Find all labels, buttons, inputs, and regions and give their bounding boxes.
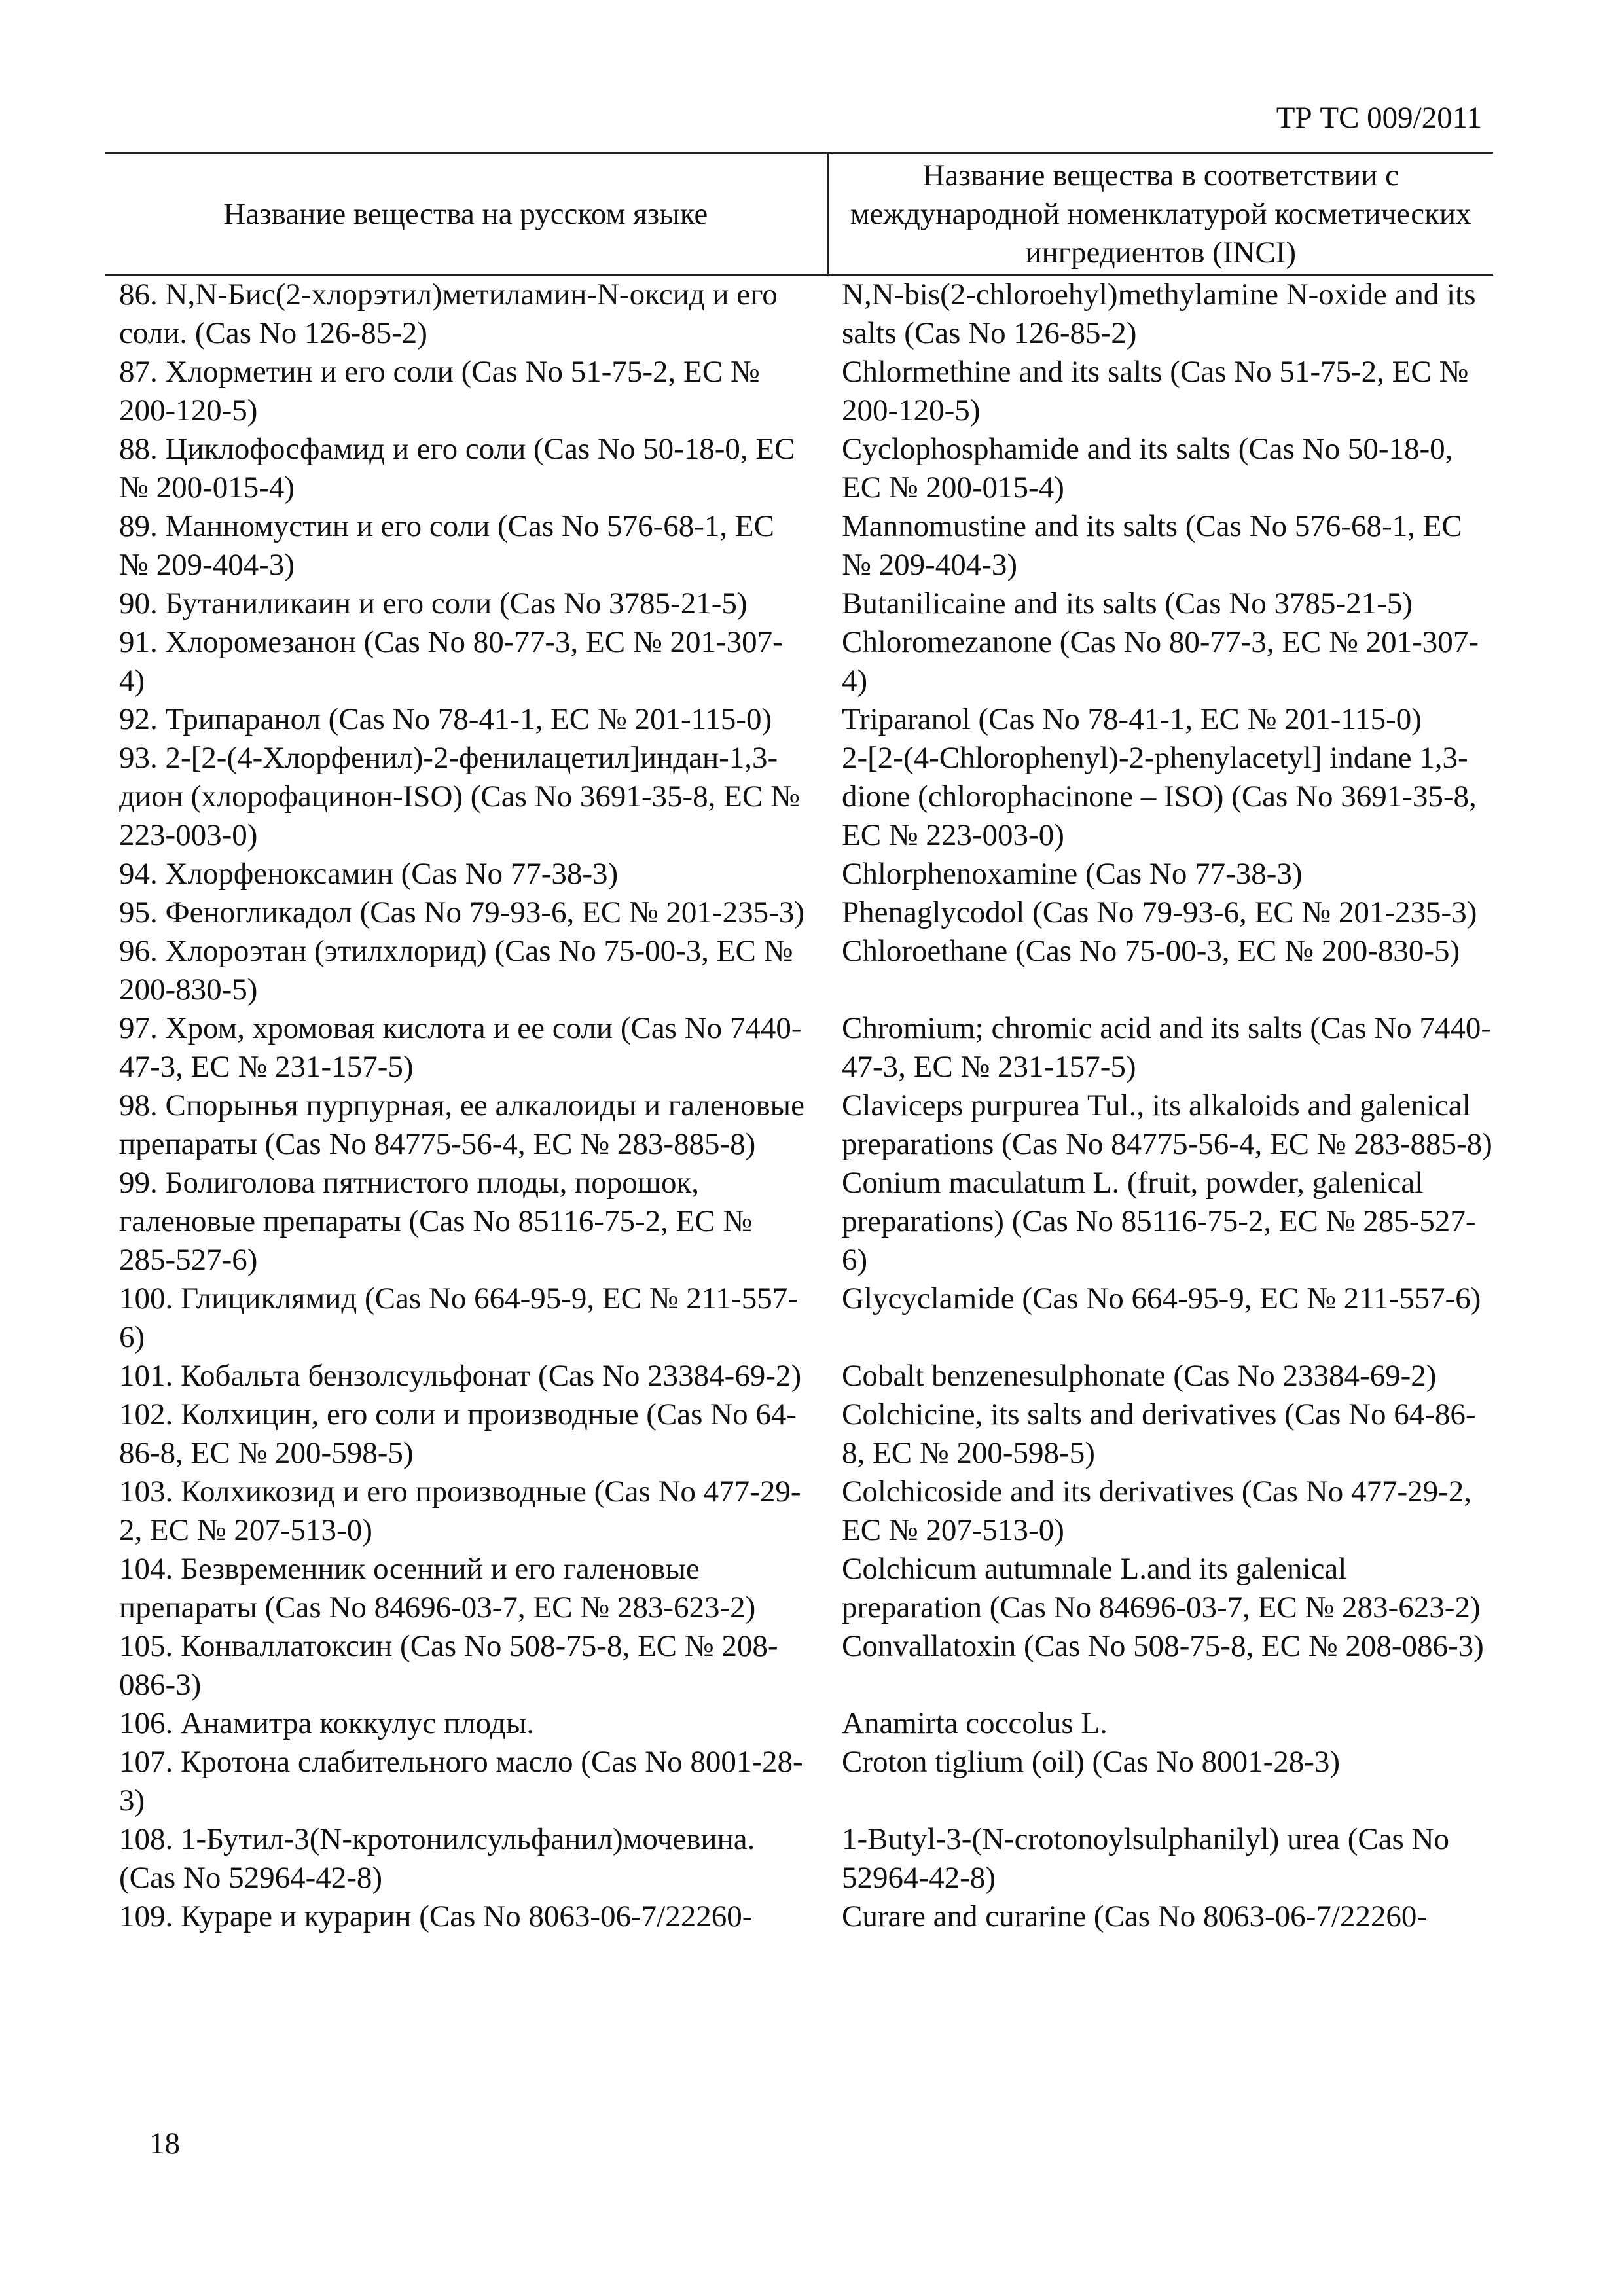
substance-name-inci: Mannomustine and its salts (Cas No 576-68-1, EC № 209-404-3) [842,509,1462,582]
substance-name-inci: Butanilicaine and its salts (Cas No 3785-21-5) [842,586,1413,620]
substance-name-russian: 95. Феногликадол (Cas No 79-93-6, EC № 201-235-3) [119,895,804,929]
substance-name-russian: 101. Кобальта бензолсульфонат (Cas No 23384-69-2) [119,1359,802,1393]
table-row [105,1395,1493,1473]
substance-name-russian: 93. 2-[2-(4-Хлорфенил)-2-фенилацетил]индан-1,3-дион (хлорофацинон-ISO) (Cas No 3691-35-8, EC № 223-003-0) [119,741,800,852]
substance-name-inci: Chromium; chromic acid and its salts (Cas No 7440-47-3, EC № 231-157-5) [842,1011,1492,1084]
document-code: ТР ТС 009/2011 [1276,101,1482,135]
substance-name-russian: 91. Хлоромезанон (Cas No 80-77-3, EC № 201-307-4) [119,625,783,698]
substance-name-russian: 106. Анамитра коккулус плоды. [119,1706,535,1740]
substance-name-russian: 96. Хлороэтан (этилхлорид) (Cas No 75-00-3, EC № 200-830-5) [119,934,793,1007]
table-row [105,1086,1493,1164]
substance-name-inci: Glycyclamide (Cas No 664-95-9, EC № 211-557-6) [842,1282,1481,1316]
substance-name-russian: 86. N,N-Бис(2-хлорэтил)метиламин-N-оксид и его соли. (Cas No 126-85-2) [119,278,778,350]
substance-name-russian: 97. Хром, хромовая кислота и ее соли (Cas No 7440-47-3, EC № 231-157-5) [119,1011,802,1084]
substance-name-inci: Chloromezanone (Cas No 80-77-3, EC № 201-307-4) [842,625,1479,698]
table-row [105,353,1493,430]
table-row [105,1473,1493,1550]
substance-name-russian: 103. Колхикозид и его производные (Cas No 477-29-2, EC № 207-513-0) [119,1475,801,1547]
substance-name-inci: Convallatoxin (Cas No 508-75-8, EC № 208-086-3) [842,1629,1484,1663]
table-row [105,1280,1493,1357]
substance-name-russian: 102. Колхицин, его соли и производные (Cas No 64-86-8, EC № 200-598-5) [119,1397,797,1470]
table-row [105,893,1493,932]
substance-name-inci: Phenaglycodol (Cas No 79-93-6, EC № 201-235-3) [842,895,1477,929]
substance-name-inci: Claviceps purpurea Tul., its alkaloids and galenical preparations (Cas No 84775-56-4, EC № 283-885-8) [842,1088,1492,1161]
substance-name-russian: 92. Трипаранол (Cas No 78-41-1, EC № 201-115-0) [119,702,772,736]
table-row [105,1357,1493,1395]
substance-name-inci: Curare and curarine (Cas No 8063-06-7/22260- [842,1899,1428,1933]
substance-name-inci: Chloroethane (Cas No 75-00-3, EC № 200-830-5) [842,934,1460,968]
substance-name-russian: 99. Болиголова пятнистого плоды, порошок, галеновые препараты (Cas No 85116-75-2, EC № 285-527-6) [119,1166,753,1277]
substance-name-inci: 1-Butyl-3-(N-crotonoylsulphanilyl) urea (Cas No 52964-42-8) [842,1822,1450,1895]
table-row [105,1627,1493,1704]
column-header-inci: Название вещества в соответствии с международной номенклатурой косметических ингредиентов (INCI) [827,153,1493,275]
substance-name-russian: 105. Конваллатоксин (Cas No 508-75-8, EC № 208-086-3) [119,1629,778,1702]
substance-name-inci: N,N-bis(2-chloroehyl)methylamine N-oxide and its salts (Cas No 126-85-2) [842,278,1476,350]
substance-name-russian: 104. Безвременник осенний и его галеновые препараты (Cas No 84696-03-7, EC № 283-623-2) [119,1552,756,1624]
table-row [105,584,1493,623]
substance-name-russian: 100. Глициклямид (Cas No 664-95-9, EC № 211-557-6) [119,1282,798,1354]
substance-name-inci: Croton tiglium (oil) (Cas No 8001-28-3) [842,1745,1341,1779]
substance-name-inci: Cyclophosphamide and its salts (Cas No 50-18-0, EC № 200-015-4) [842,432,1453,505]
substance-name-inci: Anamirta coccolus L. [842,1706,1108,1740]
page-number: 18 [149,2126,180,2161]
table-row [105,1009,1493,1086]
substance-name-inci: Chlormethine and its salts (Cas No 51-75-2, EC № 200-120-5) [842,355,1469,427]
column-header-russian: Название вещества на русском языке [105,153,827,275]
substances-table [105,152,1493,1936]
table-header-row [105,153,1493,275]
table-row [105,855,1493,893]
table-row [105,623,1493,700]
table-row [105,507,1493,584]
substance-name-russian: 89. Манномустин и его соли (Cas No 576-68-1, EC № 209-404-3) [119,509,774,582]
table-row [105,1820,1493,1897]
table-row [105,739,1493,855]
table-body [105,275,1493,1937]
table-row [105,275,1493,353]
table-row [105,700,1493,739]
substance-name-russian: 90. Бутаниликаин и его соли (Cas No 3785-21-5) [119,586,748,620]
substance-name-inci: Colchicoside and its derivatives (Cas No 477-29-2, EC № 207-513-0) [842,1475,1472,1547]
substance-name-inci: Colchicine, its salts and derivatives (Cas No 64-86-8, EC № 200-598-5) [842,1397,1476,1470]
substance-name-russian: 94. Хлорфеноксамин (Cas No 77-38-3) [119,857,619,891]
table-row [105,1743,1493,1820]
substance-name-inci: Colchicum autumnale L.and its galenical preparation (Cas No 84696-03-7, EC № 283-623-2) [842,1552,1481,1624]
table-row [105,1704,1493,1743]
substance-name-russian: 109. Кураре и курарин (Cas No 8063-06-7/22260- [119,1899,753,1933]
substance-name-inci: Chlorphenoxamine (Cas No 77-38-3) [842,857,1303,891]
table-row [105,1164,1493,1280]
substance-name-inci: Cobalt benzenesulphonate (Cas No 23384-69-2) [842,1359,1437,1393]
table-row [105,430,1493,507]
substance-name-russian: 98. Спорынья пурпурная, ее алкалоиды и галеновые препараты (Cas No 84775-56-4, EC № 283-885-8) [119,1088,804,1161]
substance-name-russian: 88. Циклофосфамид и его соли (Cas No 50-18-0, EC № 200-015-4) [119,432,795,505]
table-row [105,1897,1493,1936]
substance-name-russian: 87. Хлорметин и его соли (Cas No 51-75-2, EC № 200-120-5) [119,355,760,427]
substance-name-inci: 2-[2-(4-Chlorophenyl)-2-phenylacetyl] indane 1,3-dione (chlorophacinone – ISO) (Cas No 3691-35-8, EC № 223-003-0) [842,741,1477,852]
table-row [105,932,1493,1009]
table-row [105,1550,1493,1627]
substance-name-inci: Conium maculatum L. (fruit, powder, galenical preparations) (Cas No 85116-75-2, EC № 285-527-6) [842,1166,1476,1277]
substance-name-russian: 107. Кротона слабительного масло (Cas No 8001-28-3) [119,1745,803,1818]
substance-name-inci: Triparanol (Cas No 78-41-1, EC № 201-115-0) [842,702,1422,736]
substance-name-russian: 108. 1-Бутил-3(N-кротонилсульфанил)мочевина. (Cas No 52964-42-8) [119,1822,755,1895]
